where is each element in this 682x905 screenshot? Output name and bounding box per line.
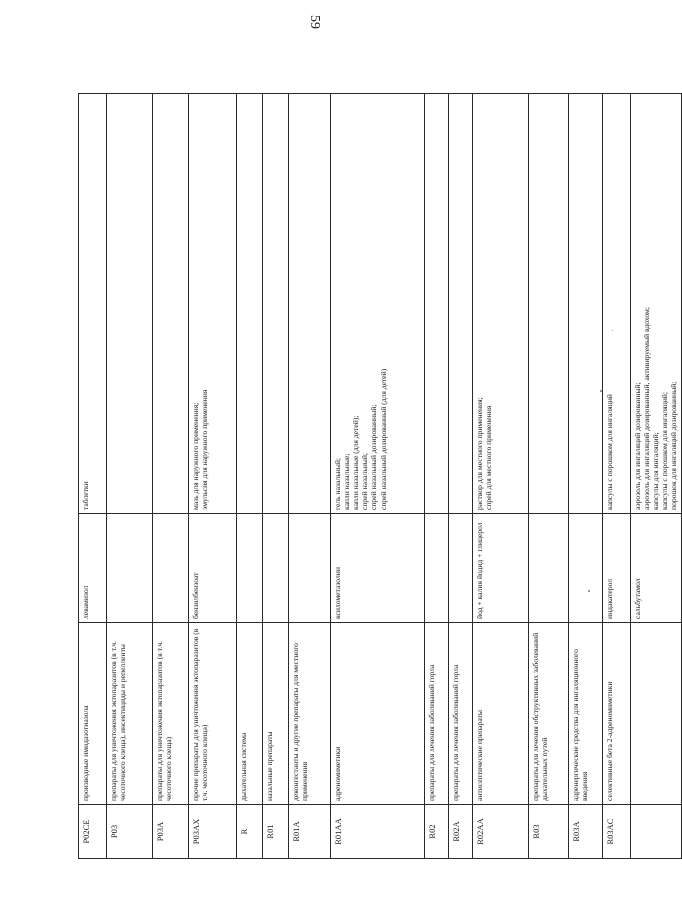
atc-code-cell [631, 805, 682, 859]
atc-code-cell: R01A [289, 805, 331, 859]
table-row [79, 94, 107, 859]
inn-cell: йод + калия йодид + глицерол [473, 514, 529, 623]
group-name-cell: дыхательная система [237, 623, 263, 805]
inn-cell: сальбутамол [631, 514, 682, 623]
scan-speck [588, 590, 590, 592]
rotated-document [78, 94, 679, 859]
atc-code-cell: R01 [263, 805, 289, 859]
group-name-cell: деконгестанты и другие препараты для местного применения [289, 623, 331, 805]
dosage-form-line: аэрозоль для ингаляций дозированный, активируемый вдохом; [642, 307, 652, 510]
dosage-forms-cell [263, 94, 289, 514]
inn-cell: индакатерол [603, 514, 631, 623]
group-name-cell: антисептические препараты [473, 623, 529, 805]
group-name-cell: адреномиметики [331, 623, 425, 805]
dosage-forms-cell [289, 94, 331, 514]
dosage-form-line: раствор для местного применения; [475, 397, 484, 510]
table-row [237, 94, 263, 859]
atc-code-cell: P03AX [189, 805, 237, 859]
table-row [107, 94, 153, 859]
table-row [603, 94, 631, 859]
dosage-forms-cell [449, 94, 473, 514]
dosage-form-line: порошок для ингаляций дозированный; [669, 381, 679, 510]
dosage-form-line: капли назальные (для детей); [351, 415, 361, 510]
dosage-form-line: капсулы с порошком для ингаляций [605, 394, 614, 510]
table-row [153, 94, 189, 859]
atc-code-cell: R01AA [331, 805, 425, 859]
inn-cell [237, 514, 263, 623]
atc-code-cell: P03A [153, 805, 189, 859]
inn-cell [289, 514, 331, 623]
inn-cell [569, 514, 603, 623]
dosage-form-line: капсулы с порошком для ингаляций; [660, 392, 670, 510]
group-name-cell: препараты для уничтожения эктопаразитов (в т.ч. чесоточного клеща) [153, 623, 189, 805]
atc-code-cell: R02A [449, 805, 473, 859]
dosage-forms-cell [529, 94, 569, 514]
group-name-cell: назальные препараты [263, 623, 289, 805]
group-name-cell: прочие препараты для уничтожения эктопаразитов (в т.ч. чесоточного клеща) [189, 623, 237, 805]
inn-cell [107, 514, 153, 623]
inn-cell [529, 514, 569, 623]
atc-code-cell: R [237, 805, 263, 859]
dosage-forms-cell [603, 94, 631, 514]
drug-classification-table [78, 93, 682, 859]
group-name-cell: препараты для лечения заболеваний горла [449, 623, 473, 805]
scan-speck [612, 330, 613, 331]
atc-code-cell: R03A [569, 805, 603, 859]
page-number: 59 [307, 15, 322, 29]
atc-code-cell: P02CE [79, 805, 107, 859]
inn-cell: ксилометазолин [331, 514, 425, 623]
dosage-form-line: гель назальный; [333, 458, 342, 510]
scan-speck [600, 390, 602, 392]
table-row [289, 94, 331, 859]
table-row [473, 94, 529, 859]
dosage-forms-cell [569, 94, 603, 514]
inn-cell [153, 514, 189, 623]
group-name-cell: селективные бета 2-адреномиметики [603, 623, 631, 805]
dosage-forms-cell [189, 94, 237, 514]
dosage-forms-cell [425, 94, 449, 514]
inn-cell [449, 514, 473, 623]
group-name-cell: препараты для лечения заболеваний горла [425, 623, 449, 805]
table-row [189, 94, 237, 859]
table-row [425, 94, 449, 859]
dosage-form-line: спрей назальный; [360, 452, 370, 510]
atc-code-cell: R03AC [603, 805, 631, 859]
dosage-forms-cell [331, 94, 425, 514]
dosage-forms-cell [473, 94, 529, 514]
dosage-form-line: капсулы для ингаляций; [651, 432, 661, 510]
table-row [263, 94, 289, 859]
dosage-forms-cell [237, 94, 263, 514]
dosage-form-line: таблетки [81, 481, 90, 510]
table-row [631, 94, 682, 859]
atc-code-cell: R02 [425, 805, 449, 859]
dosage-form-line: спрей для местного применения [484, 405, 494, 510]
table-row [569, 94, 603, 859]
group-name-cell: препараты для лечения обструктивных заболеваний дыхательных путей [529, 623, 569, 805]
dosage-form-line: капли назальные; [342, 453, 352, 510]
dosage-forms-cell [631, 94, 682, 514]
dosage-form-line: мазь для наружного применения; [191, 402, 200, 510]
table-row [529, 94, 569, 859]
dosage-forms-cell [107, 94, 153, 514]
table-row [449, 94, 473, 859]
dosage-forms-cell [153, 94, 189, 514]
inn-cell: левамизол [79, 514, 107, 623]
group-name-cell [631, 623, 682, 805]
group-name-cell: адренергические средства для ингаляционного введения [569, 623, 603, 805]
table-row [331, 94, 425, 859]
dosage-form-line: спрей назальный дозированный (для детей) [378, 368, 388, 510]
dosage-forms-cell [79, 94, 107, 514]
dosage-form-line: аэрозоль для ингаляций дозированный; [633, 382, 642, 510]
group-name-cell: производные имидазотиазола [79, 623, 107, 805]
dosage-form-line: эмульсия для наружного применения [200, 389, 210, 510]
inn-cell [425, 514, 449, 623]
dosage-form-line: спрей назальный дозированный; [369, 404, 379, 510]
atc-code-cell: R02AA [473, 805, 529, 859]
inn-cell: бензилбензоат [189, 514, 237, 623]
group-name-cell: препараты для уничтожения эктопаразитов (в т.ч. чесоточного клеща), инсектициды и репелленты [107, 623, 153, 805]
inn-cell [263, 514, 289, 623]
atc-code-cell: P03 [107, 805, 153, 859]
atc-code-cell: R03 [529, 805, 569, 859]
